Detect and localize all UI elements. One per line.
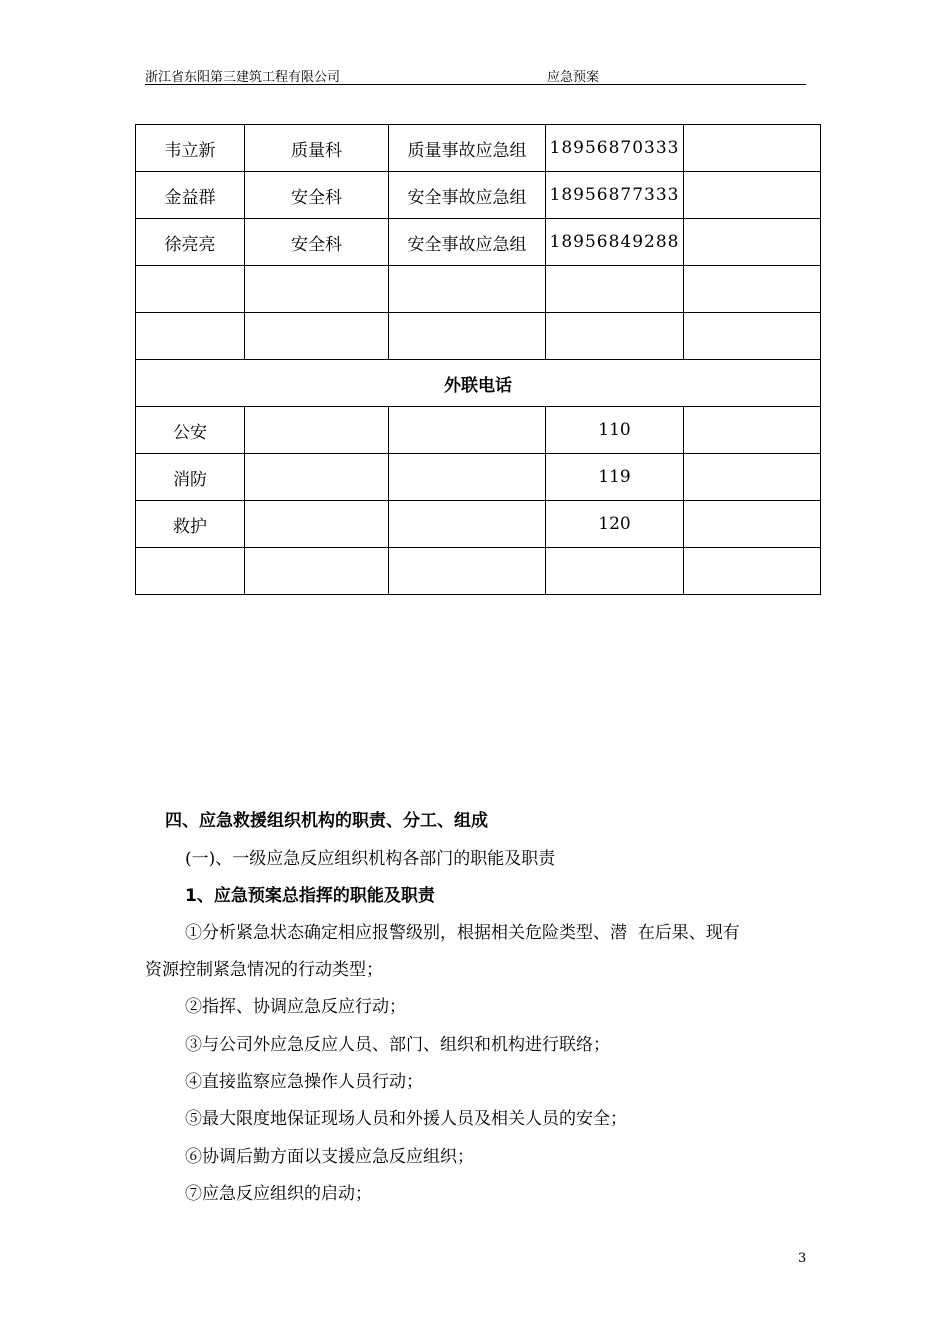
header-company: 浙江省东阳第三建筑工程有限公司 [145,70,341,85]
table-cell-empty [245,407,389,454]
table-row [136,219,821,266]
table-cell-service: 消防 [136,454,245,501]
list-item: ③与公司外应急反应人员、部门、组织和机构进行联络； [185,1035,610,1055]
page-header [145,64,806,85]
header-doc-title: 应急预案 [547,70,600,85]
table-cell-empty [245,501,389,548]
table-cell-name [136,313,245,360]
table-section-row [136,360,821,407]
table-row [136,266,821,313]
table-cell-empty [389,501,546,548]
table-cell-empty [245,548,389,595]
table-cell-note [684,313,821,360]
table-cell-dept [245,313,389,360]
table-cell-phone: 110 [546,407,684,454]
list-item: ⑦应急反应组织的启动； [185,1184,372,1204]
table-cell-note [684,548,821,595]
table-cell-note [684,219,821,266]
table-row [136,548,821,595]
table-cell-note [684,266,821,313]
table-row [136,407,821,454]
table-cell-dept: 安全科 [245,172,389,219]
table-row [136,172,821,219]
table-cell-phone: 120 [546,501,684,548]
table-cell-empty [389,548,546,595]
paragraph-line: ①分析紧急状态确定相应报警级别，根据相关危险类型、潜 在后果、现有 [185,923,740,943]
list-item: ⑤最大限度地保证现场人员和外援人员及相关人员的安全； [185,1109,627,1129]
table-cell-note [684,501,821,548]
table-cell-phone [546,266,684,313]
table-cell-group: 质量事故应急组 [389,125,546,172]
table-cell-dept: 质量科 [245,125,389,172]
table-cell-group: 安全事故应急组 [389,219,546,266]
table-cell-name: 徐亮亮 [136,219,245,266]
table-cell-note [684,172,821,219]
list-item: ④直接监察应急操作人员行动； [185,1072,423,1092]
table-cell-note [684,407,821,454]
table-cell-service [136,548,245,595]
table-cell-group: 安全事故应急组 [389,172,546,219]
table-row [136,125,821,172]
table-cell-note [684,125,821,172]
item-heading: 1、应急预案总指挥的职能及职责 [185,886,435,906]
list-item: ⑥协调后勤方面以支援应急反应组织； [185,1147,474,1167]
table-cell-dept [245,266,389,313]
external-phones-heading: 外联电话 [136,360,821,407]
table-row [136,501,821,548]
table-cell-phone: 18956849288 [546,219,684,266]
table-cell-phone [546,548,684,595]
table-cell-dept: 安全科 [245,219,389,266]
table-cell-service: 救护 [136,501,245,548]
table-cell-phone: 18956877333 [546,172,684,219]
table-cell-group [389,313,546,360]
table-cell-group [389,266,546,313]
table-cell-phone: 18956870333 [546,125,684,172]
contact-table [135,124,821,595]
table-cell-service: 公安 [136,407,245,454]
table-cell-empty [389,407,546,454]
table-cell-name: 金益群 [136,172,245,219]
table-cell-note [684,454,821,501]
page-number: 3 [798,1251,807,1266]
table-cell-empty [389,454,546,501]
table-cell-name: 韦立新 [136,125,245,172]
table-cell-phone [546,313,684,360]
table-cell-phone: 119 [546,454,684,501]
table-cell-name [136,266,245,313]
subsection-heading: (一)、一级应急反应组织机构各部门的职能及职责 [185,849,556,869]
section-heading: 四、应急救援组织机构的职责、分工、组成 [165,811,488,831]
table-cell-empty [245,454,389,501]
paragraph-line: 资源控制紧急情况的行动类型； [145,960,383,980]
table-row [136,313,821,360]
table-row [136,454,821,501]
list-item: ②指挥、协调应急反应行动； [185,997,406,1017]
